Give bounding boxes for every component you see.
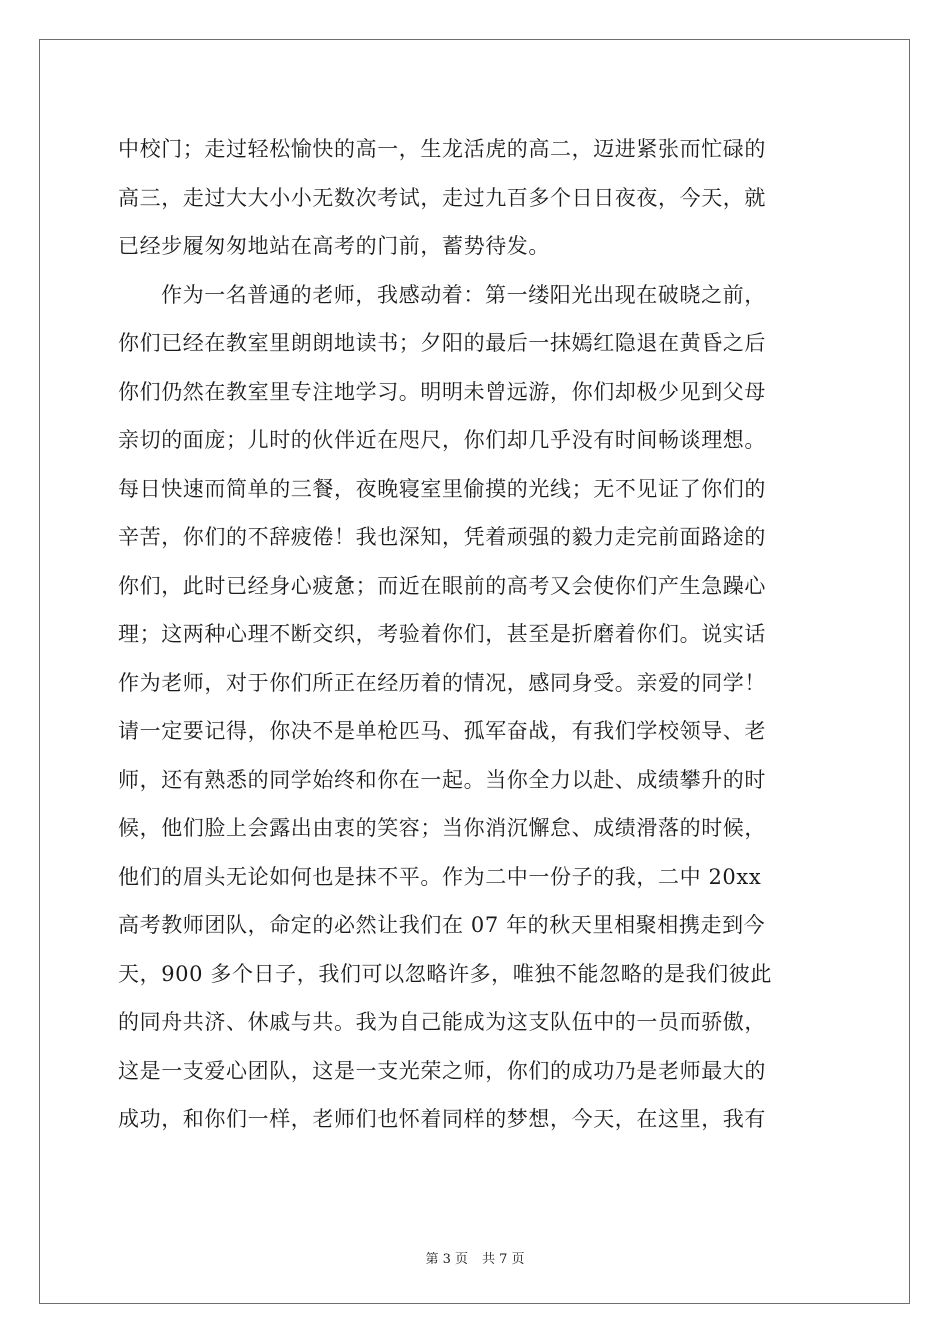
text-line: 你们，此时已经身心疲惫；而近在眼前的高考又会使你们产生急躁心 bbox=[118, 573, 766, 598]
text-line: 天，900 多个日子，我们可以忽略许多，唯独不能忽略的是我们彼此 bbox=[118, 961, 772, 986]
text-line: 你们仍然在教室里专注地学习。明明未曾远游，你们却极少见到父母 bbox=[118, 379, 766, 404]
page-total: 共 7 页 bbox=[482, 1252, 525, 1267]
document-body bbox=[118, 125, 838, 1144]
text-line: 你们已经在教室里朗朗地读书；夕阳的最后一抹嫣红隐退在黄昏之后 bbox=[118, 331, 766, 355]
text-line: 这是一支爱心团队，这是一支光荣之师，你们的成功乃是老师最大的 bbox=[118, 1058, 766, 1083]
text-line: 中校门；走过轻松愉快的高一，生龙活虎的高二，迈进紧张而忙碌的 bbox=[118, 137, 766, 161]
page-number: 第 3 页 bbox=[425, 1252, 468, 1267]
text-line: 他们的眉头无论如何也是抹不平。作为二中一份子的我，二中 20xx bbox=[118, 864, 762, 889]
text-line: 辛苦，你们的不辞疲倦！我也深知，凭着顽强的毅力走完前面路途的 bbox=[118, 525, 766, 549]
text-line: 请一定要记得，你决不是单枪匹马、孤军奋战，有我们学校领导、老 bbox=[118, 719, 766, 743]
text-line: 每日快速而简单的三餐，夜晚寝室里偷摸的光线；无不见证了你们的 bbox=[118, 476, 766, 501]
text-line: 作为老师，对于你们所正在经历着的情况，感同身受。亲爱的同学！ bbox=[118, 670, 766, 695]
text-line: 高三，走过大大小小无数次考试，走过九百多个日日夜夜，今天，就 bbox=[118, 185, 766, 210]
text-line: 已经步履匆匆地站在高考的门前，蓄势待发。 bbox=[118, 234, 550, 258]
text-line: 理；这两种心理不断交织，考验着你们，甚至是折磨着你们。说实话 bbox=[118, 622, 766, 646]
text-line: 高考教师团队，命定的必然让我们在 07 年的秋天里相聚相携走到今 bbox=[118, 913, 766, 937]
text-line: 亲切的面庞；儿时的伙伴近在咫尺，你们却几乎没有时间畅谈理想。 bbox=[118, 428, 766, 452]
text-line: 师，还有熟悉的同学始终和你在一起。当你全力以赴、成绩攀升的时 bbox=[118, 767, 766, 792]
text-line: 的同舟共济、休戚与共。我为自己能成为这支队伍中的一员而骄傲， bbox=[118, 1010, 766, 1034]
text-line: 候，他们脸上会露出由衷的笑容；当你消沉懈怠、成绩滑落的时候， bbox=[118, 816, 766, 840]
page-footer bbox=[0, 1248, 950, 1267]
paragraph-start-line: 作为一名普通的老师，我感动着：第一缕阳光出现在破晓之前， bbox=[161, 282, 766, 307]
text-line: 成功，和你们一样，老师们也怀着同样的梦想，今天，在这里，我有 bbox=[118, 1107, 766, 1131]
